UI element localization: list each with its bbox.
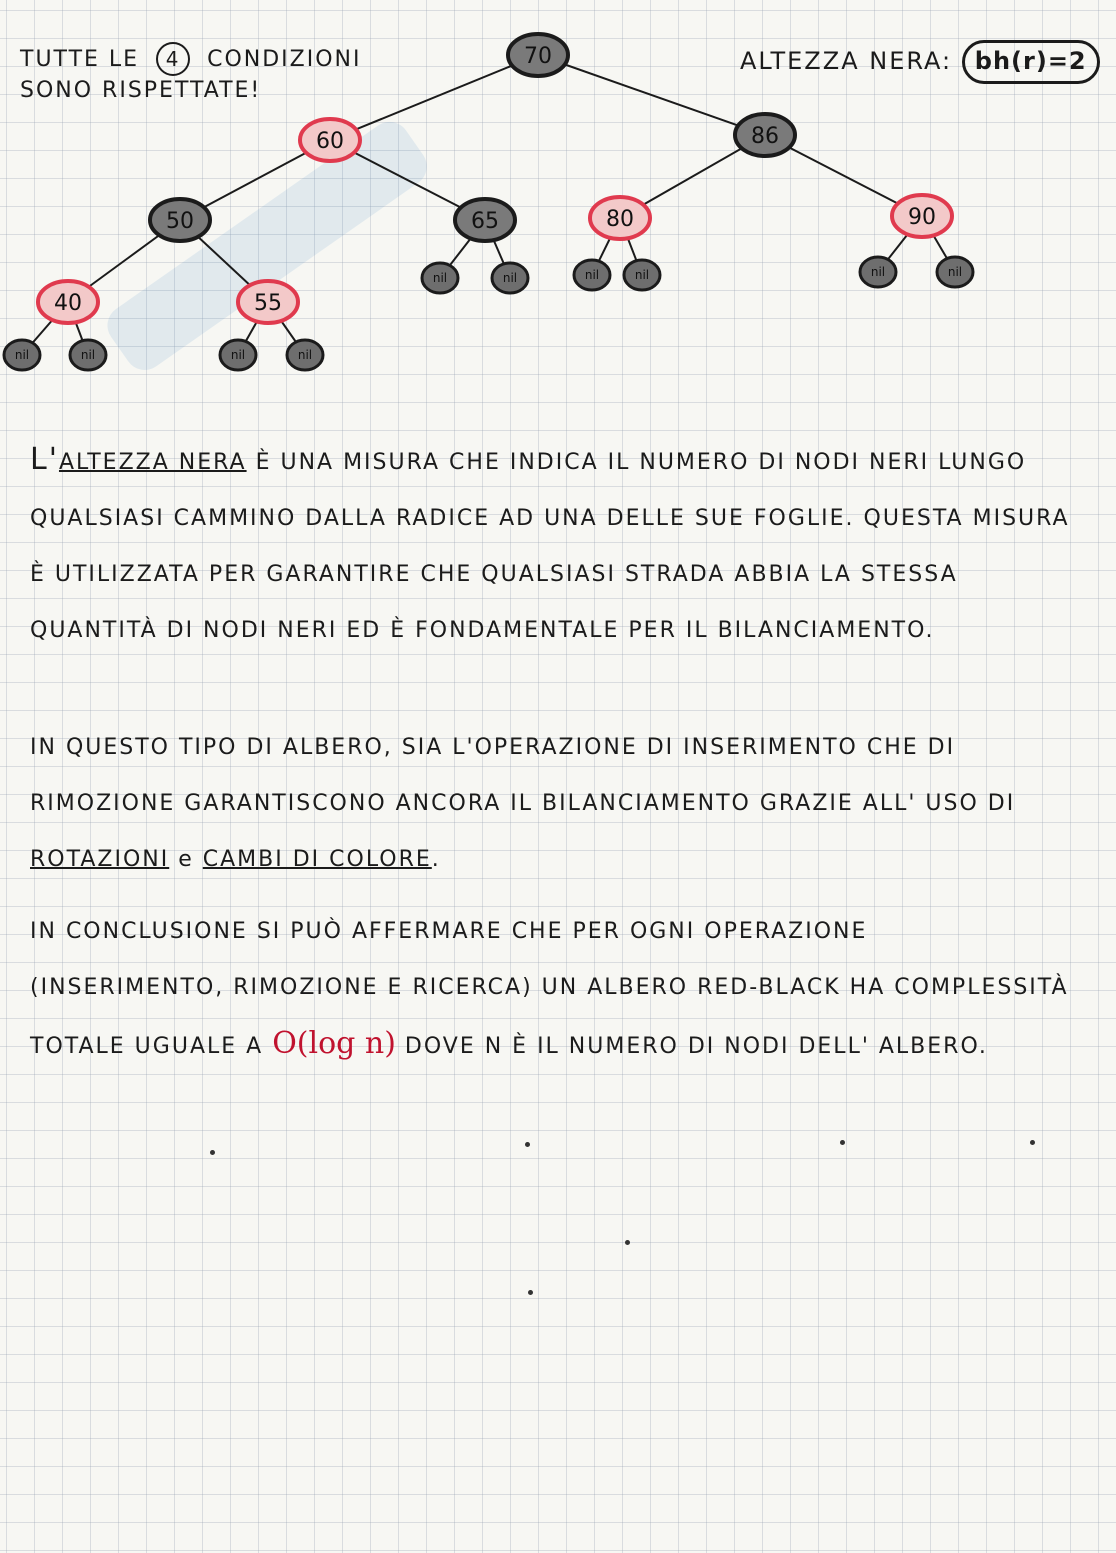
tree-node-40 — [38, 281, 98, 323]
black-height-value: bh(r)=2 — [962, 40, 1100, 84]
p1-text: È UNA MISURA CHE INDICA IL NUMERO DI NODI NERI LUNGO QUALSIASI CAMMINO DALLA RADICE AD UNA DELLE SUE FOGLIE. QUESTA MISURA È UTILIZZATA PER GARANTIRE CHE QUALSIASI STRADA ABBIA LA STESSA QUANTITÀ DI NODI NERI ED È FONDAMENTALE PER IL BILANCIAMENTO. — [30, 450, 1070, 643]
paper-speck — [525, 1142, 530, 1147]
nil-leaf-label: nil — [947, 265, 963, 279]
tree-node-label: 40 — [54, 291, 82, 316]
header-note-text-a: TUTTE LE — [20, 47, 140, 72]
nil-leaf-label: nil — [297, 348, 313, 362]
nil-leaf-label: nil — [432, 271, 448, 285]
nil-leaf-label: nil — [870, 265, 886, 279]
nil-leaf — [70, 340, 106, 370]
p3-text: IN CONCLUSIONE SI PUÒ AFFERMARE CHE PER OGNI OPERAZIONE (INSERIMENTO, RIMOZIONE E RICERCA) UN ALBERO RED-BLACK HA COMPLESSITÀ TOTALE UGUALE A — [30, 919, 1069, 1059]
tree-node-label: 70 — [524, 44, 552, 69]
tree-node-90 — [892, 195, 952, 237]
red-black-tree-diagram — [0, 20, 1116, 400]
paragraph-black-height — [30, 432, 1070, 659]
nil-leaf-label: nil — [634, 268, 650, 282]
paper-speck — [1030, 1140, 1035, 1145]
nil-leaf-label: nil — [80, 348, 96, 362]
tree-node-65 — [455, 199, 515, 241]
nil-leaf — [574, 260, 610, 290]
nil-leaf-label: nil — [230, 348, 246, 362]
tree-node-80 — [590, 197, 650, 239]
tree-node-label: 86 — [751, 124, 779, 149]
tree-node-label: 65 — [471, 209, 499, 234]
nil-leaf — [287, 340, 323, 370]
tree-node-60 — [300, 119, 360, 161]
paragraph-conclusion — [30, 904, 1070, 1075]
complexity-formula: O(log n) — [272, 1026, 396, 1061]
tree-node-label: 50 — [166, 209, 194, 234]
paper-speck — [840, 1140, 845, 1145]
tree-node-label: 60 — [316, 129, 344, 154]
tree-node-86 — [735, 114, 795, 156]
tree-node-label: 80 — [606, 207, 634, 232]
circled-number: 4 — [156, 42, 190, 76]
tree-edge — [538, 55, 765, 135]
tree-node-50 — [150, 199, 210, 241]
nil-leaf — [624, 260, 660, 290]
term-black-height: ALTEZZA NERA — [58, 450, 247, 475]
nil-leaf — [220, 340, 256, 370]
black-height-label: ALTEZZA NERA: — [740, 47, 953, 75]
tree-node-label: 90 — [908, 205, 936, 230]
header-note-text-b: CONDIZIONI — [207, 47, 362, 72]
nil-leaf-label: nil — [584, 268, 600, 282]
tree-edge — [330, 55, 538, 140]
paper-speck — [625, 1240, 630, 1245]
paper-speck — [210, 1150, 215, 1155]
tree-node-70 — [508, 34, 568, 76]
p2-text: IN QUESTO TIPO DI ALBERO, SIA L'OPERAZIONE DI INSERIMENTO CHE DI RIMOZIONE GARANTISCONO ANCORA IL BILANCIAMENTO GRAZIE ALL' USO DI — [30, 735, 1016, 816]
nil-leaf — [4, 340, 40, 370]
p2-mid: e — [169, 847, 203, 872]
nil-leaf — [492, 263, 528, 293]
term-color-changes: CAMBI DI COLORE — [202, 847, 432, 872]
nil-leaf-label: nil — [502, 271, 518, 285]
paper-speck — [528, 1290, 533, 1295]
header-note-line2: SONO RISPETTATE! — [20, 78, 262, 103]
nil-leaf-label: nil — [14, 348, 30, 362]
tree-node-55 — [238, 281, 298, 323]
p1-prefix: L' — [30, 442, 59, 477]
nil-leaf — [937, 257, 973, 287]
p2-end: . — [431, 847, 441, 872]
p3-text-end: DOVE N È IL NUMERO DI NODI DELL' ALBERO. — [395, 1034, 988, 1059]
nil-leaf — [422, 263, 458, 293]
paragraph-operations — [30, 720, 1070, 888]
nil-leaf — [860, 257, 896, 287]
term-rotations: ROTAZIONI — [30, 847, 170, 872]
tree-node-label: 55 — [254, 291, 282, 316]
